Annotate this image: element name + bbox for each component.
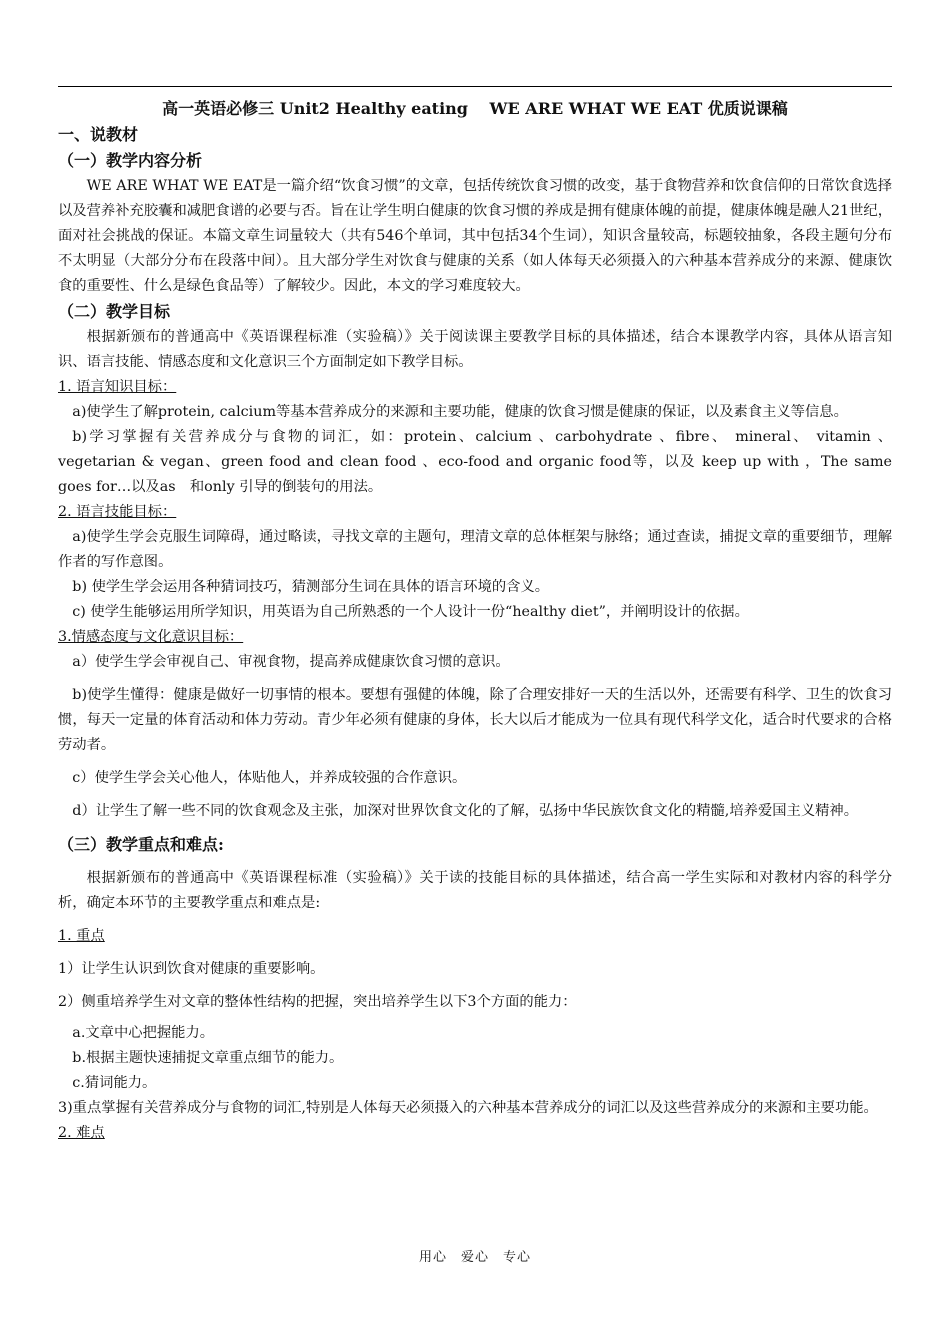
key-point-2a: a.文章中心把握能力。 xyxy=(72,1025,215,1041)
goal-language-skills-b: b) 使学生学会运用各种猜词技巧，猜测部分生词在具体的语言环境的含义。 xyxy=(72,579,550,595)
document-title: 高一英语必修三 Unit2 Healthy eating WE ARE WHAT WE EAT 优质说课稿 xyxy=(162,99,788,118)
goal-language-skills-heading: 2. 语言技能目标： xyxy=(58,504,177,520)
key-point-2b: b.根据主题快速捕捉文章重点细节的能力。 xyxy=(72,1050,344,1066)
subheading-content-analysis: （一）教学内容分析 xyxy=(58,151,203,170)
content-analysis-paragraph: WE ARE WHAT WE EAT是一篇介绍“饮食习惯”的文章，包括传统饮食习惯的改变，基于食物营养和饮食信仰的日常饮食选择以及营养补充胶囊和减肥食谱的必要与否。旨在让学生明白健康的饮食习惯的养成是拥有健康体魄的前提，健康体魄是融人21世纪，面对社会挑战的保证。本篇文章生词量较大（共有546个单词，其中包括34个生词），知识含量较高，标题较抽象，各段主题句分布不太明显（大部分分布在段落中间）。且大部分学生对饮食与健康的关系（如人体每天必须摄入的六种基本营养成分的来源、健康饮食的重要性、什么是绿色食品等）了解较少。因此，本文的学习难度较大。 xyxy=(58,178,892,294)
subheading-key-difficult-points: （三）教学重点和难点: xyxy=(58,835,224,854)
key-point-3: 3)重点掌握有关营养成分与食物的词汇,特别是人体每天必须摄入的六种基本营养成分的词汇以及这些营养成分的来源和主要功能。 xyxy=(58,1100,878,1116)
goal-attitude-culture-heading: 3.情感态度与文化意识目标： xyxy=(58,629,244,645)
goal-language-knowledge-a: a)使学生了解protein, calcium等基本营养成分的来源和主要功能，健康的饮食习惯是健康的保证，以及素食主义等信息。 xyxy=(72,404,848,420)
goal-attitude-culture-a: a）使学生学会审视自己、审视食物，提高养成健康饮食习惯的意识。 xyxy=(72,654,510,670)
goal-language-knowledge-heading: 1. 语言知识目标： xyxy=(58,379,177,395)
key-point-1: 1）让学生认识到饮食对健康的重要影响。 xyxy=(58,961,325,977)
goal-attitude-culture-b: b)使学生懂得：健康是做好一切事情的根本。要想有强健的体魄，除了合理安排好一天的生活以外，还需要有科学、卫生的饮食习惯，每天一定量的体育活动和体力劳动。青少年必须有健康的身体，长大以后才能成为一位具有现代科学文化，适合时代要求的合格劳动者。 xyxy=(58,687,892,753)
difficult-points-heading: 2. 难点 xyxy=(58,1125,105,1141)
key-difficult-paragraph: 根据新颁布的普通高中《英语课程标准（实验稿）》关于读的技能目标的具体描述，结合高一学生实际和对教材内容的科学分析，确定本环节的主要教学重点和难点是: xyxy=(58,870,892,911)
document-body xyxy=(58,96,892,1146)
header-rule xyxy=(58,86,892,87)
goal-language-skills-a: a)使学生学会克服生词障碍，通过略读，寻找文章的主题句，理清文章的总体框架与脉络；通过查读，捕捉文章的重要细节，理解作者的写作意图。 xyxy=(58,529,892,570)
goal-attitude-culture-c: c）使学生学会关心他人，体贴他人，并养成较强的合作意识。 xyxy=(72,770,467,786)
key-points-heading: 1. 重点 xyxy=(58,928,105,944)
section-heading-textbook: 一、说教材 xyxy=(58,125,139,144)
teaching-goals-paragraph: 根据新颁布的普通高中《英语课程标准（实验稿）》关于阅读课主要教学目标的具体描述，结合本课教学内容，具体从语言知识、语言技能、情感态度和文化意识三个方面制定如下教学目标。 xyxy=(58,329,892,370)
subheading-teaching-goals: （二）教学目标 xyxy=(58,302,171,321)
page-footer: 用心 爱心 专心 xyxy=(418,1250,531,1265)
goal-attitude-culture-d: d）让学生了解一些不同的饮食观念及主张，加深对世界饮食文化的了解，弘扬中华民族饮食文化的精髓,培养爱国主义精神。 xyxy=(72,803,859,819)
key-point-2c: c.猜词能力。 xyxy=(72,1075,157,1091)
goal-language-knowledge-b: b)学习掌握有关营养成分与食物的词汇，如：protein、calcium 、carbohydrate 、fibre、 mineral、 vitamin 、vegetarian & vegan、green food and clean food 、eco-food and organic food等，以及 keep up with ，The same goes for…以及as 和only 引导的倒装句的用法。 xyxy=(58,429,892,495)
goal-language-skills-c: c) 使学生能够运用所学知识，用英语为自己所熟悉的一个人设计一份“healthy diet”，并阐明设计的依据。 xyxy=(72,604,749,620)
key-point-2: 2）侧重培养学生对文章的整体性结构的把握，突出培养学生以下3个方面的能力： xyxy=(58,994,577,1010)
